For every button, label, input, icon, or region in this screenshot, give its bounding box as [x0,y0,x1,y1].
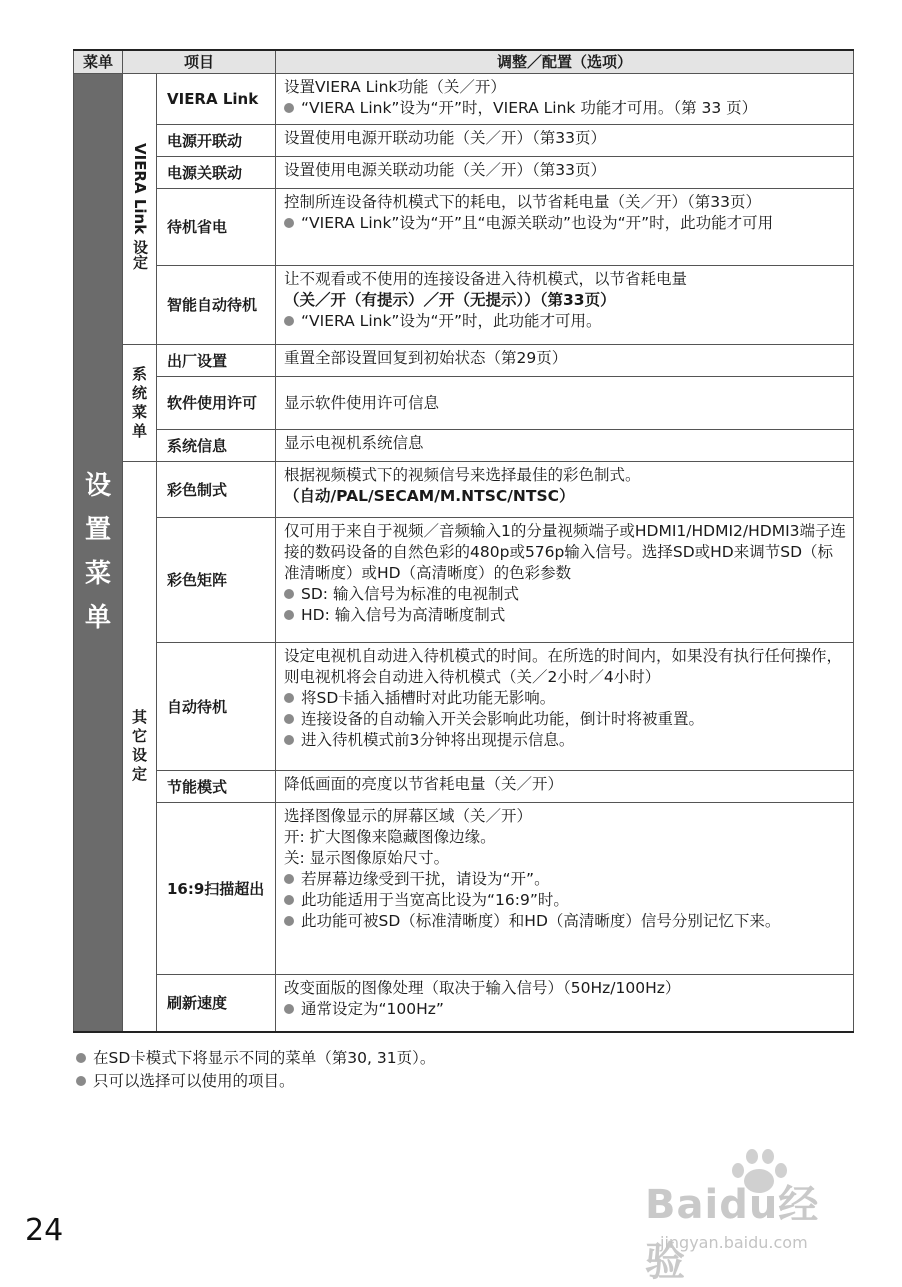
header-menu: 菜单 [74,50,123,74]
desc-bullet [284,584,847,605]
bullet-icon [284,693,294,703]
item-name: 电源开联动 [157,125,276,157]
desc-bullet [284,999,847,1020]
table-row [74,125,854,157]
watermark-logo: Baidu经验 [645,1182,820,1285]
desc-line: 让不观看或不使用的连接设备进入待机模式，以节省耗电量 [284,270,688,288]
footnote [76,1070,435,1093]
item-name: 节能模式 [157,771,276,803]
item-name: 待机省电 [157,189,276,266]
table-row [74,189,854,266]
item-desc [276,430,854,462]
item-name: 16:9扫描超出 [157,803,276,975]
table-row [74,157,854,189]
bullet-icon [284,103,294,113]
bullet-text: 此功能适用于当宽高比设为“16:9”时。 [301,891,569,909]
group-viera [123,74,157,345]
desc-line: 重置全部设置回复到初始状态（第29页） [284,349,568,367]
bullet-icon [284,735,294,745]
item-name: 自动待机 [157,643,276,771]
desc-bullet [284,98,847,119]
item-desc [276,377,854,430]
table-row [74,430,854,462]
bullet-icon [284,916,294,926]
item-name: 系统信息 [157,430,276,462]
desc-line: 仅可用于来自于视频／音频输入1的分量视频端子或HDMI1/HDMI2/HDMI3端子连接的数码设备的自然色彩的480p或576p输入信号。选择SD或HD来调节SD（标准清晰度）或HD（高清晰度）的色彩参数 [284,522,847,582]
bullet-icon [284,610,294,620]
item-name: 彩色制式 [157,462,276,518]
desc-bullet [284,605,847,626]
bullet-text: “VIERA Link”设为“开”且“电源关联动”也设为“开”时，此功能才可用 [301,214,774,232]
table-row [74,518,854,643]
desc-bullet [284,688,847,709]
table-row [74,266,854,345]
settings-table [73,49,854,1033]
table-row [74,803,854,975]
footnotes [76,1047,435,1093]
group-other-label: 其它设定 [131,707,147,783]
table-row [74,74,854,125]
item-desc [276,189,854,266]
item-desc [276,643,854,771]
desc-bullet [284,730,847,751]
desc-line: 开: 扩大图像来隐藏图像边缘。 [284,828,496,846]
item-name: 智能自动待机 [157,266,276,345]
bullet-text: 进入待机模式前3分钟将出现提示信息。 [301,731,575,749]
bullet-text: 若屏幕边缘受到干扰，请设为“开”。 [301,870,550,888]
item-desc [276,462,854,518]
header-adjust: 调整／配置（选项） [276,50,854,74]
group-system [123,345,157,462]
desc-line: 关: 显示图像原始尺寸。 [284,849,450,867]
desc-line [284,486,847,507]
desc-bullet [284,213,847,234]
item-name: 刷新速度 [157,975,276,1032]
footnote-text: 只可以选择可以使用的项目。 [93,1072,295,1090]
item-desc [276,74,854,125]
menu-name-cell [74,74,123,1032]
page-number: 24 [25,1213,64,1248]
bullet-text: “VIERA Link”设为“开”时，VIERA Link 功能才可用。（第 33 页） [301,99,758,117]
desc-line: 设置使用电源开联动功能（关／开）（第33页） [284,129,606,147]
item-desc [276,771,854,803]
bullet-text: 此功能可被SD（标准清晰度）和HD（高清晰度）信号分别记忆下来。 [301,912,781,930]
table-row [74,771,854,803]
table-row [74,345,854,377]
desc-line: 显示软件使用许可信息 [284,393,440,412]
bullet-icon [76,1053,86,1063]
desc-line: 显示电视机系统信息 [284,434,424,452]
bullet-text: HD: 输入信号为高清晰度制式 [301,606,506,624]
table-row [74,462,854,518]
table-row [74,975,854,1032]
bullet-text: 将SD卡插入插槽时对此功能无影响。 [301,689,556,707]
group-viera-label: VIERA Link 设定 [131,142,149,270]
bullet-text: 通常设定为“100Hz” [301,1000,444,1018]
bullet-icon [284,714,294,724]
desc-bullet [284,709,847,730]
bullet-icon [284,1004,294,1014]
item-name: VIERA Link [157,74,276,125]
item-desc [276,345,854,377]
desc-line: 设定电视机自动进入待机模式的时间。在所选的时间内，如果没有执行任何操作，则电视机将会自动进入待机模式（关／2小时／4小时） [284,647,843,686]
watermark [630,1145,860,1285]
bullet-icon [284,589,294,599]
footnote [76,1047,435,1070]
bullet-icon [76,1076,86,1086]
desc-bullet [284,311,847,332]
bullet-text: SD: 输入信号为标准的电视制式 [301,585,519,603]
desc-line: 控制所连设备待机模式下的耗电，以节省耗电量（关／开）（第33页） [284,193,761,211]
footnote-text: 在SD卡模式下将显示不同的菜单（第30, 31页）。 [93,1049,436,1067]
desc-line: 降低画面的亮度以节省耗电量（关／开） [284,775,564,793]
item-name: 软件使用许可 [157,377,276,430]
item-desc [276,266,854,345]
group-system-label: 系统菜单 [131,364,147,440]
desc-bullet [284,911,847,932]
header-item: 项目 [123,50,276,74]
desc-line [284,290,847,311]
bullet-icon [284,316,294,326]
item-desc [276,518,854,643]
item-desc [276,975,854,1032]
bullet-icon [284,218,294,228]
bullet-icon [284,895,294,905]
desc-options: （自动/PAL/SECAM/M.NTSC/NTSC） [284,487,575,505]
desc-bullet [284,890,847,911]
menu-name: 设置菜单 [84,471,111,634]
item-name: 出厂设置 [157,345,276,377]
item-desc [276,803,854,975]
item-desc [276,157,854,189]
table-header [74,50,854,74]
desc-options: （关／开（有提示）／开（无提示））（第33页） [284,291,616,309]
bullet-text: 连接设备的自动输入开关会影响此功能，倒计时将被重置。 [301,710,705,728]
group-other [123,462,157,1032]
desc-line: 根据视频模式下的视频信号来选择最佳的彩色制式。 [284,466,641,484]
desc-bullet [284,869,847,890]
watermark-url: jingyan.baidu.com [660,1233,808,1252]
desc-line: 选择图像显示的屏幕区域（关／开） [284,807,533,825]
desc-line: 设置使用电源关联动功能（关／开）（第33页） [284,161,606,179]
bullet-icon [284,874,294,884]
table-row [74,643,854,771]
item-name: 电源关联动 [157,157,276,189]
table-row [74,377,854,430]
desc-line: 设置VIERA Link功能（关／开） [284,78,506,96]
bullet-text: “VIERA Link”设为“开”时，此功能才可用。 [301,312,602,330]
item-desc [276,125,854,157]
item-name: 彩色矩阵 [157,518,276,643]
desc-line: 改变面版的图像处理（取决于输入信号）（50Hz/100Hz） [284,979,681,997]
